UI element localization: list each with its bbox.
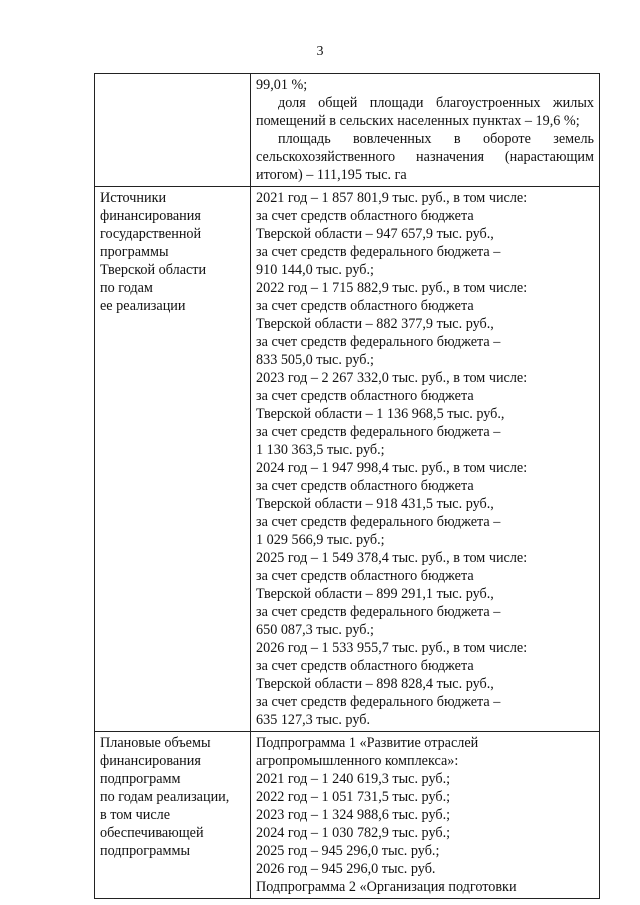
label-line: обеспечивающей [100,825,204,841]
subprogram-line: 2021 год – 1 240 619,3 тыс. руб.; [256,771,451,787]
indicator-line: 99,01 %; [256,77,308,93]
table-row-indicators-continuation [95,74,600,187]
indicator-line: помещений в сельских населенных пунктах – 19,6 %; [256,113,580,129]
funding-line: за счет средств областного бюджета [256,298,474,314]
subprogram-line: 2024 год – 1 030 782,9 тыс. руб.; [256,825,451,841]
funding-line: за счет средств федерального бюджета – [256,694,501,710]
funding-line: за счет средств областного бюджета [256,568,474,584]
funding-sources-value-cell [251,187,600,732]
funding-line: Тверской области – 882 377,9 тыс. руб., [256,316,494,332]
funding-line: 1 130 363,5 тыс. руб.; [256,442,385,458]
table-row-subprogram-volumes [95,732,600,899]
label-line: Источники [100,190,167,206]
label-line: по годам реализации, [100,789,230,805]
subprogram-volumes-value-cell [251,732,600,899]
funding-line: Тверской области – 918 431,5 тыс. руб., [256,496,494,512]
label-line: подпрограммы [100,843,190,859]
indicator-line: итогом) – 111,195 тыс. га [256,167,407,183]
subprogram-line: Подпрограмма 2 «Организация подготовки [256,879,517,895]
funding-line: 1 029 566,9 тыс. руб.; [256,532,385,548]
label-line: финансирования [100,208,201,224]
funding-line: за счет средств областного бюджета [256,388,474,404]
empty-label-cell [95,74,251,187]
label-line: финансирования [100,753,201,769]
funding-line: 2021 год – 1 857 801,9 тыс. руб., в том числе: [256,190,528,206]
label-line: ее реализации [100,298,186,314]
funding-line: за счет средств федерального бюджета – [256,514,501,530]
funding-line: Тверской области – 947 657,9 тыс. руб., [256,226,494,242]
indicators-continuation-cell [251,74,600,187]
funding-sources-label-cell [95,187,251,732]
funding-line: 833 505,0 тыс. руб.; [256,352,374,368]
subprogram-line: 2026 год – 945 296,0 тыс. руб. [256,861,436,877]
label-line: Плановые объемы [100,735,211,751]
label-line: в том числе [100,807,171,823]
funding-line: за счет средств федерального бюджета – [256,424,501,440]
funding-line: 2022 год – 1 715 882,9 тыс. руб., в том числе: [256,280,528,296]
funding-line: 650 087,3 тыс. руб.; [256,622,374,638]
indicator-line: доля общей площади благоустроенных жилых [278,95,594,111]
funding-line: 2025 год – 1 549 378,4 тыс. руб., в том числе: [256,550,528,566]
funding-line: за счет средств федерального бюджета – [256,244,501,260]
program-passport-table [94,73,600,899]
label-line: Тверской области [100,262,207,278]
subprogram-line: 2023 год – 1 324 988,6 тыс. руб.; [256,807,451,823]
subprogram-line: 2025 год – 945 296,0 тыс. руб.; [256,843,440,859]
label-line: государственной [100,226,202,242]
indicator-line: площадь вовлеченных в обороте земель [278,131,594,147]
indicator-line: сельскохозяйственного назначения (нарастающим [256,149,594,165]
label-line: по годам [100,280,153,296]
funding-line: за счет средств областного бюджета [256,208,474,224]
funding-line: 910 144,0 тыс. руб.; [256,262,374,278]
funding-line: Тверской области – 1 136 968,5 тыс. руб., [256,406,505,422]
funding-line: 2023 год – 2 267 332,0 тыс. руб., в том числе: [256,370,528,386]
page-number: 3 [316,44,324,59]
subprogram-line: агропромышленного комплекса»: [256,753,459,769]
funding-line: за счет средств областного бюджета [256,658,474,674]
funding-line: 2026 год – 1 533 955,7 тыс. руб., в том числе: [256,640,528,656]
funding-line: за счет средств федерального бюджета – [256,334,501,350]
funding-line: 635 127,3 тыс. руб. [256,712,370,728]
subprogram-line: 2022 год – 1 051 731,5 тыс. руб.; [256,789,451,805]
funding-line: Тверской области – 899 291,1 тыс. руб., [256,586,494,602]
funding-line: Тверской области – 898 828,4 тыс. руб., [256,676,494,692]
subprogram-volumes-label-cell [95,732,251,899]
funding-line: 2024 год – 1 947 998,4 тыс. руб., в том числе: [256,460,528,476]
funding-line: за счет средств федерального бюджета – [256,604,501,620]
funding-line: за счет средств областного бюджета [256,478,474,494]
subprogram-line: Подпрограмма 1 «Развитие отраслей [256,735,479,751]
table-row-funding-sources [95,187,600,732]
label-line: подпрограмм [100,771,181,787]
label-line: программы [100,244,169,260]
